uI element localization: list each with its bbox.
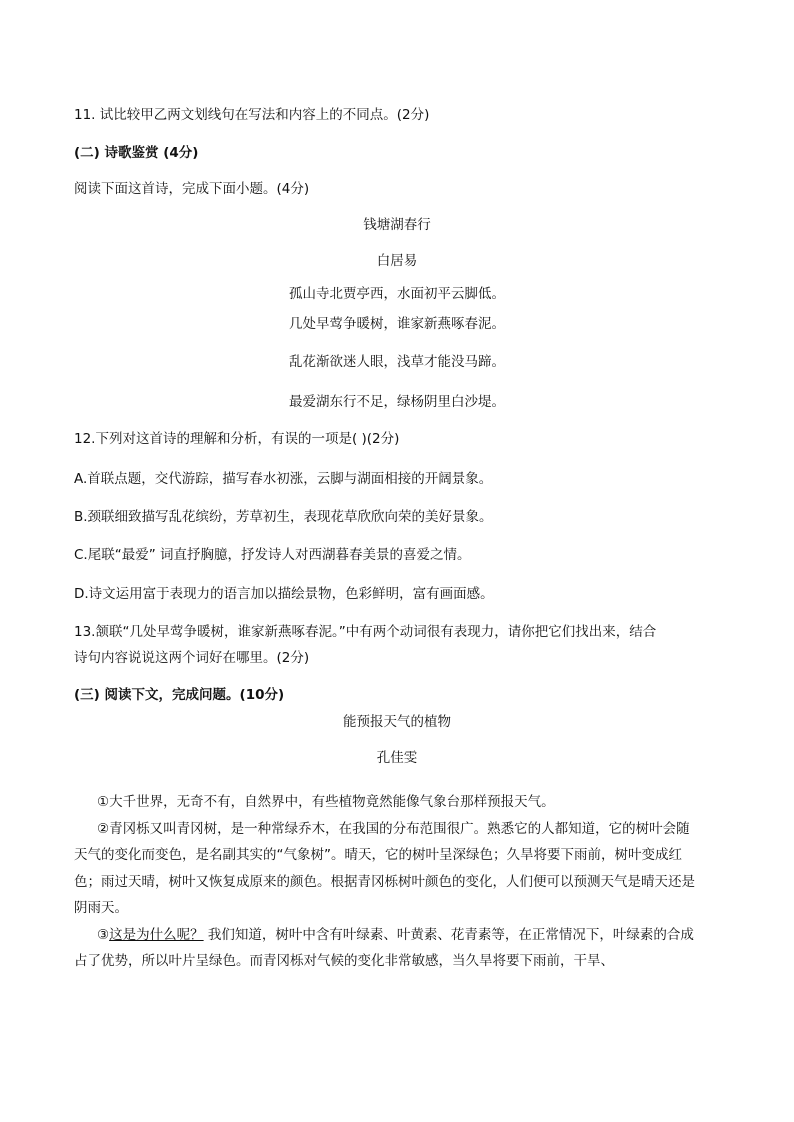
article-author: 孔佳雯: [376, 750, 418, 766]
underlined-question: 这是为什么呢？: [109, 927, 204, 943]
section-2-heading: (二) 诗歌鉴赏 (4分): [74, 145, 199, 161]
paragraph-3-text: 我们知道，树叶中含有叶绿素、叶黄素、花青素等，在正常情况下，叶绿素的合成: [203, 927, 694, 943]
poem-line: 乱花渐欲迷人眼，浅草才能没马蹄。: [289, 354, 505, 370]
question-13-continued: 诗句内容说说这两个词好在哪里。(2分): [74, 650, 310, 666]
poem-line: 几处早莺争暖树，谁家新燕啄春泥。: [289, 316, 505, 332]
paragraph-2-line: 阴雨天。: [74, 900, 128, 916]
paragraph-3-line: [97, 926, 694, 944]
paragraph-2-line: 天气的变化而变色，是名副其实的“气象树”。晴天，它的树叶呈深绿色；久旱将要下雨前，树叶变成红: [74, 847, 682, 863]
poem-title: 钱塘湖春行: [363, 217, 431, 233]
option-a: A.首联点题，交代游踪，描写春水初涨，云脚与湖面相接的开阔景象。: [74, 471, 493, 487]
poem-author: 白居易: [376, 253, 418, 269]
paragraph-2-line: ②青冈栎又叫青冈树，是一种常绿乔木，在我国的分布范围很广。熟悉它的人都知道，它的树叶会随: [97, 821, 690, 837]
paragraph-2-line: 色；雨过天晴，树叶又恢复成原来的颜色。根据青冈栎树叶颜色的变化，人们便可以预测天气是晴天还是: [74, 874, 695, 890]
option-b: B.颈联细致描写乱花缤纷，芳草初生，表现花草欣欣向荣的美好景象。: [74, 509, 493, 525]
question-12: 12.下列对这首诗的理解和分析，有误的一项是( )(2分): [74, 431, 400, 447]
paragraph-1: ①大千世界，无奇不有，自然界中，有些植物竟然能像气象台那样预报天气。: [97, 794, 555, 810]
poem-line: 最爱湖东行不足，绿杨阴里白沙堤。: [289, 394, 505, 410]
poem-line: 孤山寺北贾亭西，水面初平云脚低。: [289, 286, 505, 302]
paragraph-3-line: 占了优势，所以叶片呈绿色。而青冈栎对气候的变化非常敏感，当久旱将要下雨前，干旱、: [74, 953, 614, 969]
option-c: C.尾联“最爱” 词直抒胸臆，抒发诗人对西湖暮春美景的喜爱之情。: [74, 547, 471, 563]
section-2-intro: 阅读下面这首诗，完成下面小题。(4分): [74, 181, 310, 197]
question-11: 11. 试比较甲乙两文划线句在写法和内容上的不同点。(2分): [74, 107, 430, 123]
option-d: D.诗文运用富于表现力的语言加以描绘景物，色彩鲜明，富有画面感。: [74, 586, 494, 602]
question-13: 13.颔联“几处早莺争暖树，谁家新燕啄春泥。”中有两个动词很有表现力，请你把它们找出来，结合: [74, 624, 657, 640]
article-title: 能预报天气的植物: [343, 714, 451, 730]
section-3-heading: (三) 阅读下文，完成问题。(10分): [74, 687, 285, 703]
paragraph-3-number: ③: [97, 927, 110, 943]
